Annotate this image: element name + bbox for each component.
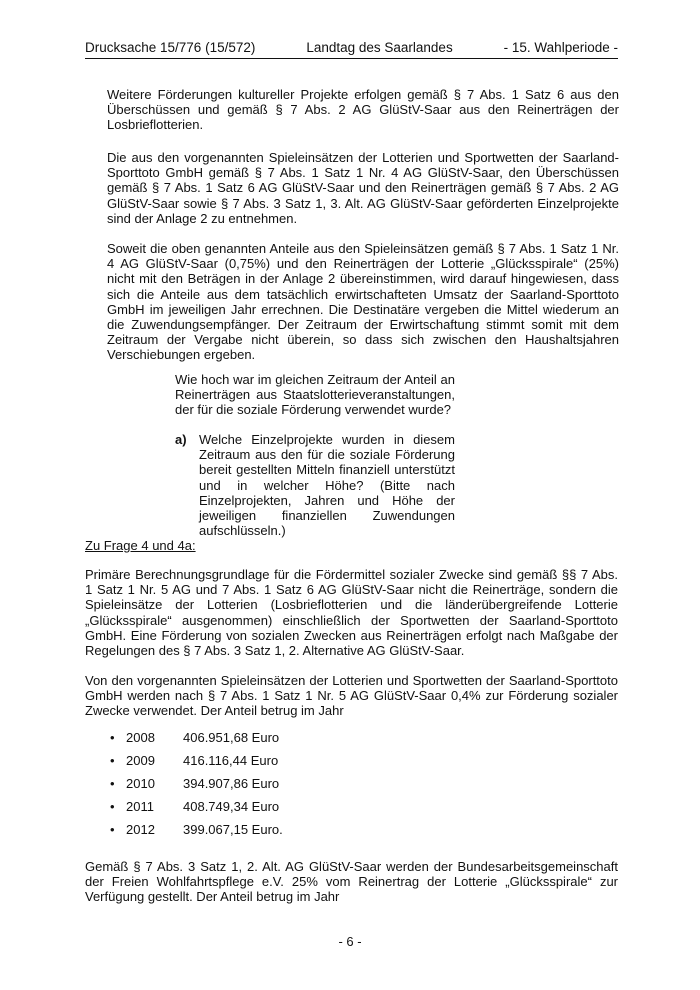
bullet-icon: • — [110, 776, 115, 791]
amount-year: 2010 — [126, 776, 155, 791]
list-item — [110, 799, 283, 822]
page-header — [85, 40, 618, 59]
question-text: Wie hoch war im gleichen Zeitraum der Anteil an Reinerträgen aus Staatslotterieveranstaltungen, der für die soziale Förderung verwendet wurde? — [175, 372, 455, 418]
answer-heading: Zu Frage 4 und 4a: — [85, 538, 196, 553]
bullet-icon: • — [110, 753, 115, 768]
amounts-list — [110, 730, 283, 845]
paragraph-calculation-basis: Primäre Berechnungsgrundlage für die Fördermittel sozialer Zwecke sind gemäß §§ 7 Abs. 1 Satz 1 Nr. 5 AG und 7 Abs. 1 Satz 6 AG GlüStV-Saar nicht die Reinerträge, sondern die Spieleinsätze der Lotterien (Losbrieflotterien und die länderübergreifende Lotterie „Glücksspirale“ ausgenommen) einschließlich der Sportwetten der Saarland-Sporttoto GmbH. Eine Förderung von sozialen Zwecken aus Reinerträgen erfolgt nach Maßgabe der Regelungen des § 7 Abs. 3 Satz 1, 2. Alternative AG GlüStV-Saar. — [85, 567, 618, 659]
header-period: - 15. Wahlperiode - — [503, 40, 618, 55]
list-item — [110, 822, 283, 845]
header-document-number: Drucksache 15/776 (15/572) — [85, 40, 256, 55]
amount-value: 408.749,34 Euro — [183, 799, 280, 814]
sub-question-marker: a) — [175, 432, 187, 447]
bullet-icon: • — [110, 730, 115, 745]
page-number: - 6 - — [338, 934, 362, 949]
paragraph-cultural-projects: Weitere Förderungen kultureller Projekte erfolgen gemäß § 7 Abs. 1 Satz 6 aus den Überschüssen und gemäß § 7 Abs. 2 AG GlüStV-Saar aus den Reinerträgen der Losbrieflotterien. — [107, 87, 619, 133]
amount-year: 2011 — [126, 799, 154, 814]
amount-value: 416.116,44 Euro — [183, 753, 279, 768]
list-item — [110, 753, 283, 776]
bullet-icon: • — [110, 799, 115, 814]
sub-question-text: Welche Einzelprojekte wurden in diesem Zeitraum aus den für die soziale Förderung bereit gestellten Mitteln finanziell unterstützt und in welcher Höhe? (Bitte nach Einzelprojekten, Jahren und Höhe der jeweiligen finanziellen Zuwendungen aufschlüsseln.) — [199, 432, 455, 539]
amount-year: 2009 — [126, 753, 155, 768]
sub-question — [175, 432, 455, 538]
paragraph-share-intro: Von den vorgenannten Spieleinsätzen der Lotterien und Sportwetten der Saarland-Sporttoto GmbH werden nach § 7 Abs. 1 Satz 1 Nr. 5 AG GlüStV-Saar 0,4% zur Förderung sozialer Zwecke verwendet. Der Anteil betrug im Jahr — [85, 673, 618, 719]
header-parliament: Landtag des Saarlandes — [306, 40, 453, 55]
amount-value: 399.067,15 Euro. — [183, 822, 283, 837]
paragraph-bagfw-share: Gemäß § 7 Abs. 3 Satz 1, 2. Alt. AG GlüStV-Saar werden der Bundesarbeitsgemeinschaft der Freien Wohlfahrtspflege e.V. 25% vom Reinertrag der Lotterie „Glücksspirale“ zur Verfügung gestellt. Der Anteil betrug im Jahr — [85, 859, 618, 905]
amount-value: 406.951,68 Euro — [183, 730, 280, 745]
amount-year: 2008 — [126, 730, 155, 745]
paragraph-funded-projects: Die aus den vorgenannten Spieleinsätzen der Lotterien und Sportwetten der Saarland-Sporttoto GmbH gemäß § 7 Abs. 1 Satz 1 Nr. 4 AG GlüStV-Saar, den Überschüssen gemäß § 7 Abs. 1 Satz 6 AG GlüStV-Saar und den Reinerträgen gemäß § 7 Abs. 2 AG GlüStV-Saar sowie § 7 Abs. 3 Satz 1, 3. Alt. AG GlüStV-Saar geförderten Einzelprojekte sind der Anlage 2 zu entnehmen. — [107, 150, 619, 226]
list-item — [110, 730, 283, 753]
amount-value: 394.907,86 Euro — [183, 776, 280, 791]
list-item — [110, 776, 283, 799]
bullet-icon: • — [110, 822, 115, 837]
paragraph-shares-note: Soweit die oben genannten Anteile aus den Spieleinsätzen gemäß § 7 Abs. 1 Satz 1 Nr. 4 AG GlüStV-Saar (0,75%) und den Reinerträgen der Lotterie „Glücksspirale“ (25%) nicht mit den Beträgen in der Anlage 2 übereinstimmen, wird darauf hingewiesen, dass sich die Anteile aus dem tatsächlich erwirtschafteten Umsatz der Saarland-Sporttoto GmbH im jeweiligen Jahr errechnen. Die Destinatäre vergeben die Mittel wiederum an die Zuwendungsempfänger. Der Zeitraum der Erwirtschaftung stimmt somit mit dem Zeitraum der Vergabe nicht überein, so dass sich zwischen den Haushaltsjahren Verschiebungen ergeben. — [107, 241, 619, 363]
amount-year: 2012 — [126, 822, 155, 837]
